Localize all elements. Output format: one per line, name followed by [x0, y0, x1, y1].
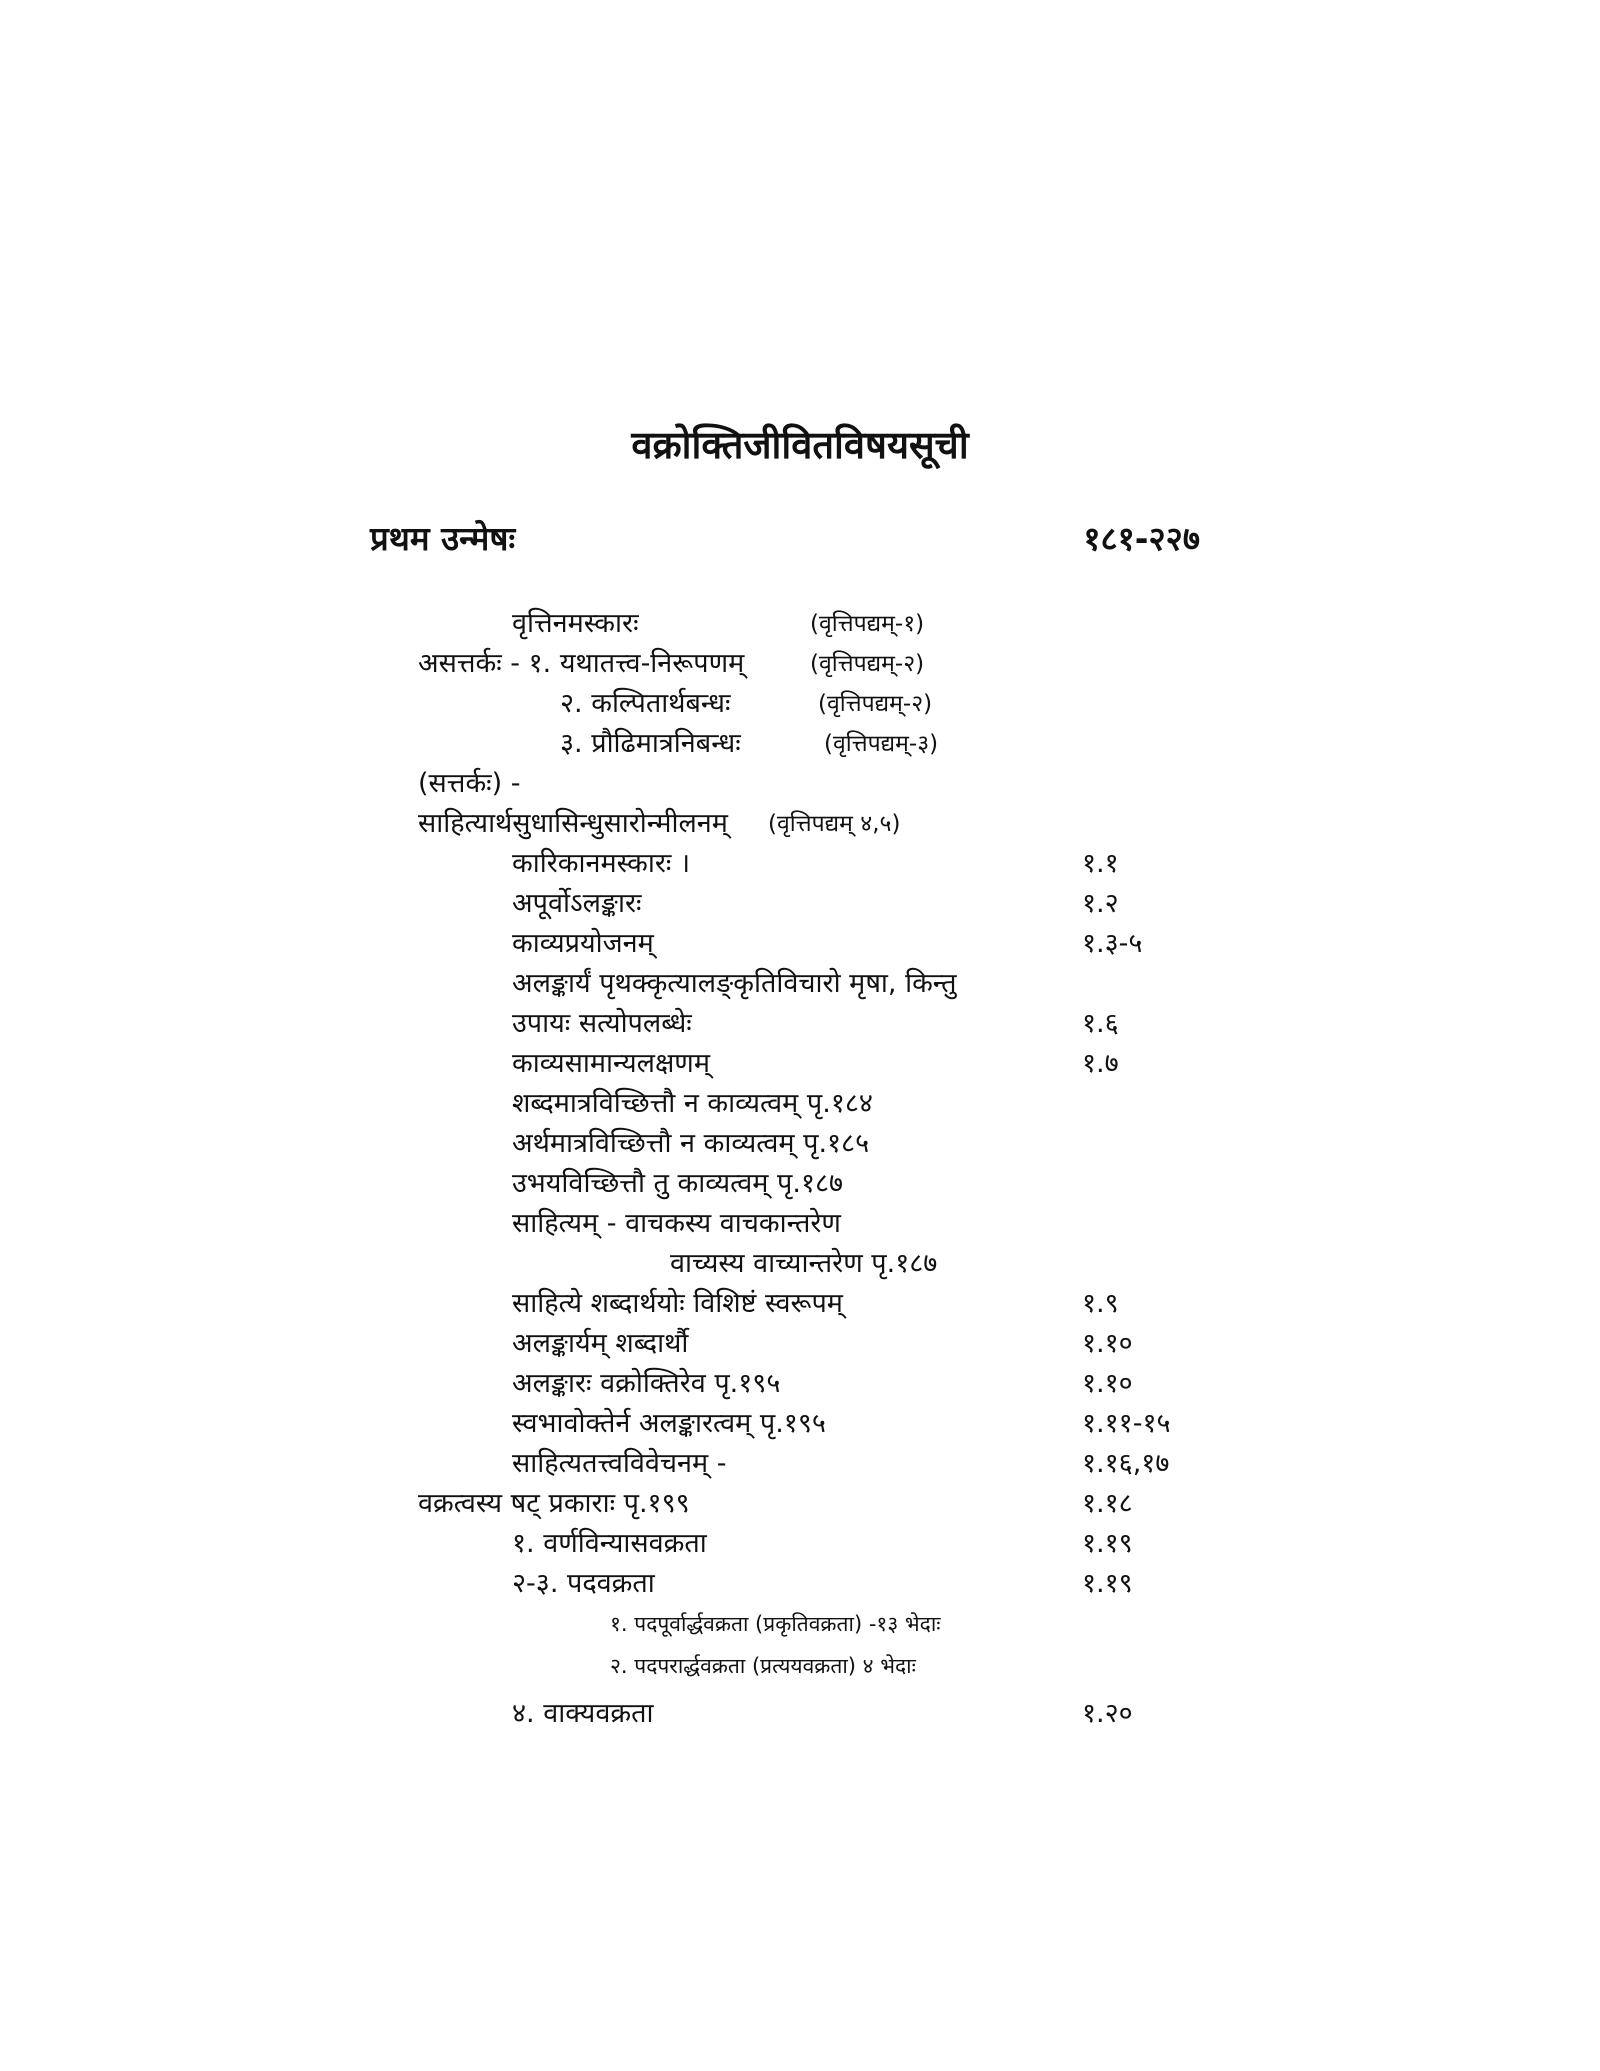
entry-text: साहित्यम् - वाचकस्य वाचकान्तरेण [512, 1208, 841, 1239]
entry-text: अलङ्कारः वक्रोक्तिरेव पृ.१९५ [512, 1368, 781, 1399]
toc-entry [0, 1652, 1600, 1692]
toc-entry [0, 603, 1600, 643]
toc-entry [0, 883, 1600, 923]
entry-text: उभयविच्छित्तौ तु काव्यत्वम् पृ.१८७ [512, 1168, 844, 1199]
entry-verse-ref: (वृत्तिपद्यम्-२) [810, 651, 925, 677]
entry-text: अलङ्कार्यम् शब्दार्थौ [512, 1328, 689, 1359]
entry-text: काव्यप्रयोजनम् [512, 928, 654, 959]
entry-text: वक्रत्वस्य षट् प्रकाराः पृ.१९९ [418, 1488, 690, 1519]
entry-text: (सत्तर्कः) - [418, 768, 521, 799]
toc-entry [0, 1610, 1600, 1650]
entry-text: उपायः सत्योपलब्धेः [512, 1008, 692, 1039]
entry-text: १. पदपूर्वार्द्धवक्रता (प्रकृतिवक्रता) -१३ भेदाः [610, 1612, 941, 1636]
entry-text: २. पदपरार्द्धवक्रता (प्रत्ययवक्रता) ४ भेदाः [610, 1654, 916, 1678]
toc-entry [0, 1003, 1600, 1043]
toc-entry [0, 803, 1600, 843]
toc-entry [0, 1323, 1600, 1363]
entry-text: कारिकानमस्कारः । [512, 848, 691, 879]
toc-entry [0, 1083, 1600, 1123]
entry-ref: १.२० [1082, 1698, 1133, 1729]
toc-entry [0, 1043, 1600, 1083]
toc-entry [0, 723, 1600, 763]
toc-entry [0, 1693, 1600, 1733]
entry-ref: १.१० [1082, 1368, 1133, 1399]
entry-text: वृत्तिनमस्कारः [512, 608, 639, 639]
toc-entry [0, 1523, 1600, 1563]
toc-entry [0, 643, 1600, 683]
toc-entry [0, 1283, 1600, 1323]
toc-entry [0, 963, 1600, 1003]
entry-text: ४. वाक्यवक्रता [512, 1698, 654, 1729]
entry-text: असत्तर्कः - १. यथातत्त्व-निरूपणम् [418, 648, 745, 679]
toc-entry [0, 1203, 1600, 1243]
entry-verse-ref: (वृत्तिपद्यम् ४,५) [768, 811, 901, 837]
entry-text: साहित्यार्थसुधासिन्धुसारोन्मीलनम् [418, 808, 728, 839]
entry-ref: १.२ [1082, 888, 1119, 919]
entry-text: अलङ्कार्यं पृथक्कृत्यालङ्कृतिविचारो मृषा, किन्तु [512, 968, 957, 999]
toc-entry [0, 1403, 1600, 1443]
entry-text: अर्थमात्रविच्छित्तौ न काव्यत्वम् पृ.१८५ [512, 1128, 870, 1159]
entry-text: काव्यसामान्यलक्षणम् [512, 1048, 710, 1079]
page-title: वक्रोक्तिजीवितविषयसूची [631, 423, 969, 467]
entry-text: २. कल्पितार्थबन्धः [560, 688, 731, 719]
entry-text: अपूर्वोऽलङ्कारः [512, 888, 642, 919]
entry-verse-ref: (वृत्तिपद्यम्-३) [824, 731, 939, 757]
entry-verse-ref: (वृत्तिपद्यम्-२) [818, 691, 933, 717]
toc-entry [0, 1123, 1600, 1163]
toc-entry [0, 1163, 1600, 1203]
entry-text: स्वभावोक्तेर्न अलङ्कारत्वम् पृ.१९५ [512, 1408, 826, 1439]
chapter-name: प्रथम उन्मेषः [370, 519, 516, 558]
toc-entry [0, 1483, 1600, 1523]
entry-ref: १.१९ [1082, 1528, 1133, 1559]
entry-ref: १.१८ [1082, 1488, 1133, 1519]
entry-ref: १.११-१५ [1082, 1408, 1171, 1439]
toc-entry [0, 763, 1600, 803]
chapter-page-range: १८१-२२७ [1083, 519, 1200, 558]
entry-text: साहित्ये शब्दार्थयोः विशिष्टं स्वरूपम् [512, 1288, 843, 1319]
toc-entry [0, 843, 1600, 883]
entry-verse-ref: (वृत्तिपद्यम्-१) [810, 611, 925, 637]
entry-text: १. वर्णविन्यासवक्रता [512, 1528, 707, 1559]
entry-ref: १.३-५ [1082, 928, 1143, 959]
entry-ref: १.१ [1082, 848, 1119, 879]
entry-ref: १.७ [1082, 1048, 1119, 1079]
entry-ref: १.१९ [1082, 1568, 1133, 1599]
entry-ref: १.१६,१७ [1082, 1448, 1170, 1479]
entry-ref: १.१० [1082, 1328, 1133, 1359]
toc-entry [0, 683, 1600, 723]
entry-text: शब्दमात्रविच्छित्तौ न काव्यत्वम् पृ.१८४ [512, 1088, 873, 1119]
toc-entry [0, 1243, 1600, 1283]
entry-text: वाच्यस्य वाच्यान्तरेण पृ.१८७ [670, 1248, 938, 1279]
chapter-heading [370, 515, 1200, 561]
entry-text: साहित्यतत्त्वविवेचनम् - [512, 1448, 727, 1479]
entry-text: २-३. पदवक्रता [512, 1568, 655, 1599]
entry-ref: १.६ [1082, 1008, 1119, 1039]
toc-entry [0, 1563, 1600, 1603]
toc-entry [0, 1443, 1600, 1483]
entry-ref: १.९ [1082, 1288, 1119, 1319]
toc-entry [0, 923, 1600, 963]
toc-entry [0, 1363, 1600, 1403]
entry-text: ३. प्रौढिमात्रनिबन्धः [560, 728, 741, 759]
